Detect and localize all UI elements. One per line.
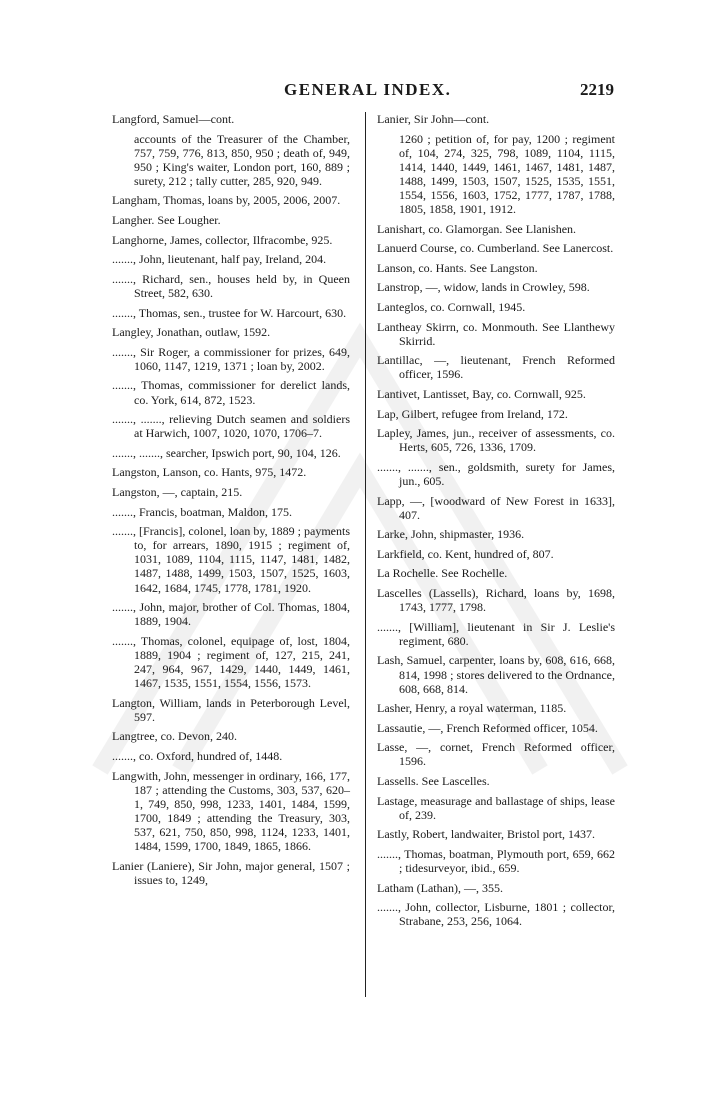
index-entry: Lantheay Skirrn, co. Monmouth. See Llanthewy Skirrid.	[377, 319, 615, 348]
column-divider	[365, 112, 366, 997]
index-entry: Latham (Lathan), —, 355.	[377, 880, 503, 895]
index-entry: Lapley, James, jun., receiver of assessments, co. Herts, 605, 726, 1336, 1709.	[377, 426, 615, 455]
index-entry: Langford, Samuel—cont.	[112, 112, 235, 126]
index-entry: Langston, Lanson, co. Hants, 975, 1472.	[112, 465, 307, 480]
index-entry: 1260 ; petition of, for pay, 1200 ; regiment of, 104, 274, 325, 798, 1089, 1104, 1115, 1414, 1440, 1449, 1461, 1467, 1481, 1487, 1488, 1499, 1503, 1507, 1525, 1535, 1551, 1554, 1556, 1603, 1752, 1777, 1787, 1788, 1805, 1858, 1901, 1912.	[399, 131, 615, 217]
index-entry: Lantivet, Lantisset, Bay, co. Cornwall, 925.	[377, 387, 586, 401]
index-entry: Larkfield, co. Kent, hundred of, 807.	[377, 546, 554, 561]
index-entry: ......., John, lieutenant, half pay, Ireland, 204.	[112, 252, 327, 267]
index-entry: ......., Sir Roger, a commissioner for prizes, 649, 1060, 1147, 1219, 1371 ; loan by, 2002.	[112, 344, 350, 373]
index-entry: Langher. See Lougher.	[112, 213, 221, 228]
index-column-left	[112, 112, 350, 892]
index-entry: Lasher, Henry, a royal waterman, 1185.	[377, 701, 567, 716]
index-entry: ......., ......., relieving Dutch seamen and soldiers at Harwich, 1007, 1020, 1070, 1706–7.	[112, 412, 350, 441]
index-entry: ......., John, major, brother of Col. Thomas, 1804, 1889, 1904.	[112, 600, 350, 629]
index-entry: Lanier, Sir John—cont.	[377, 112, 490, 126]
page-number: 2219	[580, 80, 614, 99]
index-entry: Lascelles (Lassells), Richard, loans by, 1698, 1743, 1777, 1798.	[377, 586, 615, 615]
index-entry: ......., ......., searcher, Ipswich port, 90, 104, 126.	[112, 445, 341, 460]
index-entry: Lasse, —, cornet, French Reformed officer, 1596.	[377, 740, 615, 769]
index-entry: Langwith, John, messenger in ordinary, 166, 177, 187 ; attending the Customs, 303, 537, 620–1, 749, 850, 998, 1233, 1401, 1484, 1599, 1700, 1849 ; attending the Treasury, 303, 537, 621, 750, 850, 998, 1124, 1233, 1401, 1484, 1599, 1700, 1849, 1865, 1866.	[112, 768, 350, 854]
index-entry: Lap, Gilbert, refugee from Ireland, 172.	[377, 406, 568, 421]
index-entry: Lanishart, co. Glamorgan. See Llanishen.	[377, 221, 577, 236]
index-entry: Langton, William, lands in Peterborough Level, 597.	[112, 695, 350, 724]
index-entry: Lantillac, —, lieutenant, French Reformed officer, 1596.	[377, 353, 615, 382]
index-entry: La Rochelle. See Rochelle.	[377, 566, 508, 581]
page-title: GENERAL INDEX.	[284, 80, 452, 99]
index-entry: Lapp, —, [woodward of New Forest in 1633], 407.	[377, 493, 615, 522]
index-entry: Langley, Jonathan, outlaw, 1592.	[112, 325, 271, 340]
index-entry: ......., ......., sen., goldsmith, surety for James, jun., 605.	[377, 459, 615, 488]
index-entry: Lassautie, —, French Reformed officer, 1054.	[377, 720, 598, 735]
index-entry: Lastage, measurage and ballastage of ships, lease of, 239.	[377, 793, 615, 822]
index-entry: ......., co. Oxford, hundred of, 1448.	[112, 748, 283, 763]
index-entry: ......., John, collector, Lisburne, 1801 ; collector, Strabane, 253, 256, 1064.	[377, 900, 615, 929]
index-entry: accounts of the Treasurer of the Chamber, 757, 759, 776, 813, 850, 950 ; death of, 949, 950 ; King's waiter, London port, 160, 889 ; surety, 212 ; tally cutter, 285, 920, 949.	[134, 131, 350, 188]
index-entry: Lassells. See Lascelles.	[377, 774, 490, 789]
index-entry: Larke, John, shipmaster, 1936.	[377, 527, 525, 542]
index-entry: ......., [Francis], colonel, loan by, 1889 ; payments to, for arrears, 1890, 1915 ; regiment of, 1031, 1089, 1104, 1115, 1147, 1481, 1482, 1487, 1488, 1499, 1503, 1507, 1525, 1603, 1642, 1684, 1745, 1778, 1781, 1920.	[112, 524, 350, 595]
index-entry: Lanson, co. Hants. See Langston.	[377, 260, 538, 275]
index-entry: ......., Thomas, sen., trustee for W. Harcourt, 630.	[112, 305, 347, 320]
index-entry: ......., Francis, boatman, Maldon, 175.	[112, 504, 292, 519]
index-entry: Lanteglos, co. Cornwall, 1945.	[377, 300, 526, 315]
index-column-right	[377, 112, 615, 934]
index-entry: ......., Richard, sen., houses held by, in Queen Street, 582, 630.	[112, 271, 350, 300]
index-entry: Langham, Thomas, loans by, 2005, 2006, 2007.	[112, 193, 341, 208]
index-entry: ......., [William], lieutenant in Sir J. Leslie's regiment, 680.	[377, 619, 615, 648]
index-entry: ......., Thomas, commissioner for derelict lands, co. York, 614, 872, 1523.	[112, 378, 350, 407]
index-entry: Lastly, Robert, landwaiter, Bristol port, 1437.	[377, 827, 596, 842]
index-entry: ......., Thomas, boatman, Plymouth port, 659, 662 ; tidesurveyor, ibid., 659.	[377, 846, 615, 876]
index-entry: Lanuerd Course, co. Cumberland. See Lanercost.	[377, 241, 614, 256]
page-header	[110, 80, 614, 104]
index-entry: Lash, Samuel, carpenter, loans by, 608, 616, 668, 814, 1998 ; stores delivered to the Ordnance, 608, 668, 814.	[377, 653, 615, 696]
index-entry: Langston, —, captain, 215.	[112, 484, 243, 499]
index-entry: ......., Thomas, colonel, equipage of, lost, 1804, 1889, 1904 ; regiment of, 127, 215, 241, 247, 964, 967, 1429, 1440, 1449, 1461, 1467, 1535, 1551, 1554, 1556, 1573.	[112, 633, 350, 691]
index-entry: Lanier (Laniere), Sir John, major general, 1507 ; issues to, 1249,	[112, 858, 350, 887]
index-entry: Langtree, co. Devon, 240.	[112, 729, 237, 744]
index-entry: Langhorne, James, collector, Ilfracombe, 925.	[112, 232, 333, 247]
index-entry: Lanstrop, —, widow, lands in Crowley, 598.	[377, 280, 590, 295]
